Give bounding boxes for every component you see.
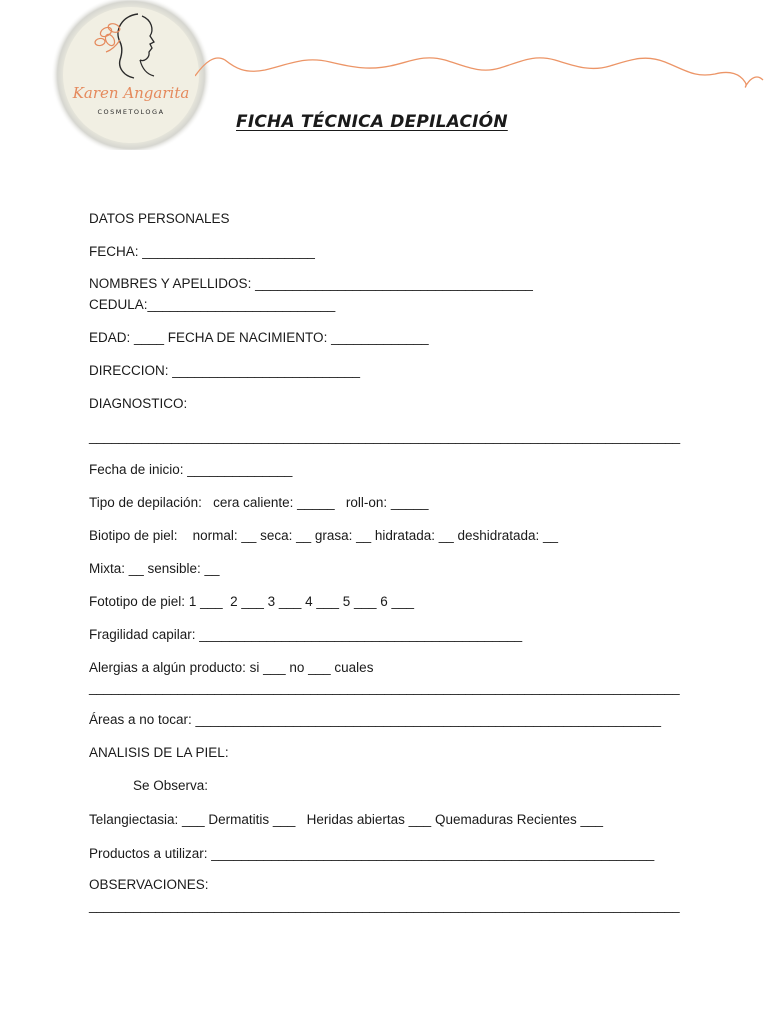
field-areas-no-tocar: Áreas a no tocar: ______________________________________________________________	[89, 712, 662, 727]
field-nombres-apellidos: NOMBRES Y APELLIDOS: _____________________________________	[89, 276, 533, 291]
field-biotipo-piel: Biotipo de piel: normal: __ seca: __ grasa: __ hidratada: __ deshidratada: __	[89, 528, 559, 543]
field-fecha-inicio: Fecha de inicio: ______________	[89, 462, 293, 477]
brand-subtitle: COSMETOLOGA	[97, 108, 165, 116]
decorative-wave-line	[195, 44, 768, 94]
brand-logo	[50, 0, 212, 150]
field-fecha: FECHA: _______________________	[89, 244, 315, 259]
field-productos-utilizar: Productos a utilizar: ___________________________________________________________	[89, 846, 655, 861]
field-edad-fecha-nacimiento: EDAD: ____ FECHA DE NACIMIENTO: _____________	[89, 330, 429, 345]
section-analisis-piel: ANALISIS DE LA PIEL:	[89, 745, 229, 760]
field-telangiectasia: Telangiectasia: ___ Dermatitis ___ Heridas abiertas ___ Quemaduras Recientes ___	[89, 812, 604, 827]
section-datos-personales: DATOS PERSONALES	[89, 211, 230, 226]
field-cedula: CEDULA:_________________________	[89, 297, 336, 312]
alergias-blank-line: ________________________________________________________________________________	[89, 680, 680, 695]
diagnostico-blank-line: _______________________________________________________________________________	[89, 429, 681, 444]
field-diagnostico: DIAGNOSTICO:	[89, 396, 188, 411]
field-alergias: Alergias a algún producto: si ___ no ___ cuales	[89, 660, 374, 675]
field-se-observa: Se Observa:	[133, 778, 209, 793]
field-fragilidad-capilar: Fragilidad capilar: ___________________________________________	[89, 627, 523, 642]
field-tipo-depilacion: Tipo de depilación: cera caliente: _____ roll-on: _____	[89, 495, 429, 510]
field-mixta-sensible: Mixta: __ sensible: __	[89, 561, 220, 576]
field-fototipo-piel: Fototipo de piel: 1 ___ 2 ___ 3 ___ 4 ___ 5 ___ 6 ___	[89, 594, 415, 609]
brand-name: Karen Angarita	[72, 84, 190, 102]
page-title: FICHA TÉCNICA DEPILACIÓN	[236, 112, 508, 132]
section-observaciones: OBSERVACIONES:	[89, 877, 209, 892]
observaciones-blank-line: ________________________________________________________________________________	[89, 898, 680, 913]
field-direccion: DIRECCION: _________________________	[89, 363, 360, 378]
